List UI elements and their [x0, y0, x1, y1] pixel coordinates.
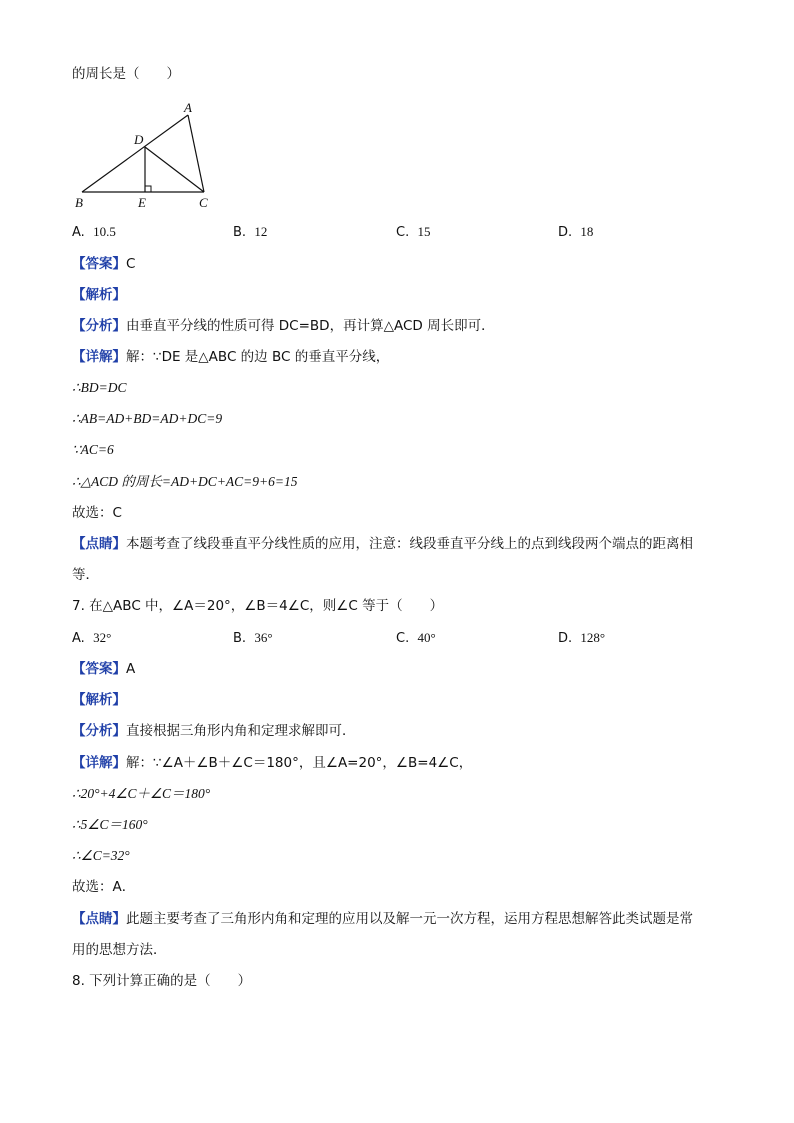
q6-option-a: A. 10.5 — [72, 224, 116, 240]
segment-DC — [145, 147, 204, 192]
q7-answer: 【答案】A — [72, 661, 136, 677]
q6-step-4: ∴△ACD 的周长=AD+DC+AC=9+6=15 — [72, 474, 298, 489]
q7-option-b: B. 36° — [233, 630, 273, 646]
q7-fenxi: 【分析】直接根据三角形内角和定理求解即可． — [72, 723, 356, 739]
q6-dianjing: 【点睛】本题考查了线段垂直平分线性质的应用，注意：线段垂直平分线上的点到线段两个端点的距离相 — [72, 536, 693, 552]
q6-step-3: ∵AC=6 — [72, 442, 114, 457]
q6-option-d: D. 18 — [558, 224, 594, 240]
q6-option-c: C. 15 — [396, 224, 431, 240]
q7-step-2: ∴5∠C＝160° — [72, 817, 148, 832]
q7-choose: 故选：A． — [72, 879, 136, 895]
q6-dianjing-cont: 等． — [72, 567, 99, 583]
q7-option-c: C. 40° — [396, 630, 436, 646]
q6-step-2: ∴AB=AD+BD=AD+DC=9 — [72, 411, 223, 426]
q7-xiangjie: 【详解】解：∵∠A＋∠B＋∠C＝180°，且∠A=20°，∠B=4∠C， — [72, 755, 473, 771]
q7-step-3: ∴∠C=32° — [72, 848, 130, 863]
q6-answer: 【答案】C — [72, 256, 136, 272]
triangle-figure — [70, 98, 220, 210]
q6-step-1: ∴BD=DC — [72, 380, 127, 395]
q6-xiangjie: 【详解】解：∵DE 是△ABC 的边 BC 的垂直平分线， — [72, 349, 390, 365]
side-AC — [188, 115, 204, 192]
label-D: D — [134, 132, 144, 147]
q6-option-b: B. 12 — [233, 224, 268, 240]
q7-stem: 7. 在△ABC 中，∠A＝20°，∠B＝4∠C，则∠C 等于（ ） — [72, 598, 444, 614]
q6-analysis-heading: 【解析】 — [72, 287, 126, 303]
q7-option-d: D. 128° — [558, 630, 606, 646]
right-angle-mark — [145, 186, 151, 192]
q7-dianjing: 【点睛】此题主要考查了三角形内角和定理的应用以及解一元一次方程，运用方程思想解答此类试题是常 — [72, 911, 693, 927]
label-C: C — [199, 195, 208, 210]
label-A: A — [184, 100, 192, 115]
q7-step-1: ∴20°+4∠C＋∠C＝180° — [72, 786, 211, 801]
q7-dianjing-cont: 用的思想方法． — [72, 942, 167, 958]
label-E: E — [138, 195, 146, 210]
label-B: B — [75, 195, 83, 210]
side-BA — [82, 115, 188, 192]
q8-stem: 8. 下列计算正确的是（ ） — [72, 973, 252, 989]
q6-stem-tail: 的周长是（ ） — [72, 66, 180, 82]
q7-analysis-heading: 【解析】 — [72, 692, 126, 708]
q6-choose: 故选：C — [72, 505, 122, 521]
q7-option-a: A. 32° — [72, 630, 112, 646]
q6-fenxi: 【分析】由垂直平分线的性质可得 DC=BD，再计算△ACD 周长即可． — [72, 318, 495, 334]
